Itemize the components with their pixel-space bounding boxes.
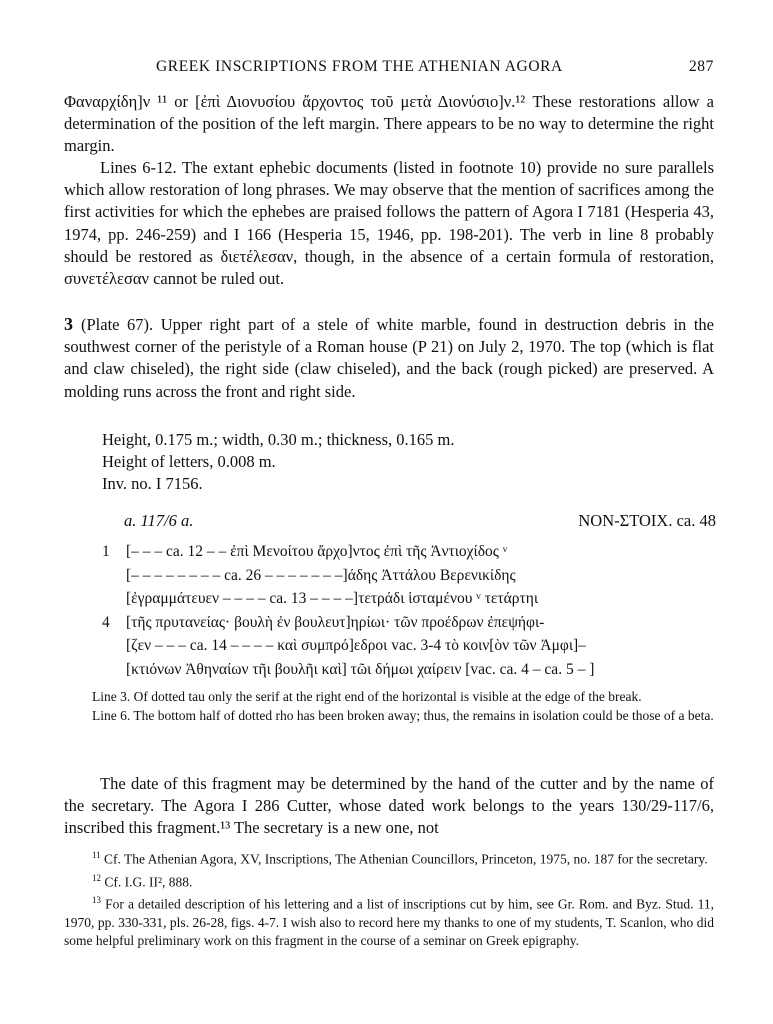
paragraph-4: The date of this fragment may be determined by the hand of the cutter and by the name of the secretary. The Agora I 286 Cutter, whose dated work belongs to the years 130/29-117/6, inscribed this fragment.¹³ The secretary is a new one, not xyxy=(64,774,714,838)
apparatus-note: Line 6. The bottom half of dotted rho has been broken away; thus, the remains in isolation could be those of a beta. xyxy=(92,707,714,723)
running-header xyxy=(64,58,714,80)
date-row xyxy=(124,511,716,533)
footnote-text: Cf. I.G. II², 888. xyxy=(104,874,193,890)
inscription-line xyxy=(102,587,722,611)
line-text: [τῆς πρυτανείας· βουλὴ ἐν βουλευτ]ηρίωι· τῶν προέδρων ἐπεψήφι- xyxy=(126,613,545,631)
apparatus-notes xyxy=(64,688,714,725)
line-text: [κτιόνων Ἀθηναίων τῆι βουλῆι καὶ] τῶι δήμωι χαίρειν [vac. ca. 4 – ca. 5 – ] xyxy=(126,660,595,678)
inscription-line xyxy=(102,634,722,658)
dimensions-block xyxy=(102,429,454,496)
paragraph-2: Lines 6-12. The extant ephebic documents (listed in footnote 10) provide no sure parallels which allow restoration of long phrases. We may observe that the mention of sacrifices among the first activities for which the ephebes are praised follows the pattern of Agora I 7181 (Hesperia 43, 1974, pp. 246-259) and I 166 (Hesperia 15, 1946, pp. 198-201). The verb in line 8 probably should be restored as διετέλεσαν, though, in the absence of a certain formula of restoration, συνετέλεσαν cannot be ruled out. xyxy=(64,158,714,289)
line-number: 1 xyxy=(102,543,110,560)
inventory-line: Inv. no. I 7156. xyxy=(102,474,203,494)
date-label: a. 117/6 a. xyxy=(124,511,194,530)
footnote-text: Cf. The Athenian Agora, XV, Inscriptions, The Athenian Councillors, Princeton, 1975, no. 187 for the secretary. xyxy=(104,851,708,867)
footnote xyxy=(64,891,714,950)
entry-number: 3 xyxy=(64,314,73,334)
footnote-number: 11 xyxy=(92,850,101,860)
running-title: GREEK INSCRIPTIONS FROM THE ATHENIAN AGORA xyxy=(156,58,563,75)
inscription-line xyxy=(102,658,722,682)
line-text: [– – – – – – – – ca. 26 – – – – – – –]άδης Ἀττάλου Βερενικίδης xyxy=(126,566,516,584)
apparatus-note: Line 3. Of dotted tau only the serif at the right end of the horizontal is visible at the edge of the break. xyxy=(92,689,642,704)
footnote-number: 13 xyxy=(92,895,101,906)
footnotes xyxy=(64,846,714,951)
stoichedon-label: NON-ΣΤΟΙΧ. ca. 48 xyxy=(578,511,716,530)
paragraph-1: Φαναρχίδη]ν ¹¹ or [ἐπὶ Διονυσίου ἄρχοντος τοῦ μετὰ Διονύσιο]ν.¹² These restorations allow a determination of the position of the left margin. There appears to be no way to determine the right margin. xyxy=(64,92,714,156)
line-text: [ἐγραμμάτευεν – – – – ca. 13 – – – –]τετράδι ἱσταμένου ᵛ τετάρτηι xyxy=(126,590,539,608)
line-text: [ζεν – – – ca. 14 – – – – καὶ συμπρό]εδροι vac. 3-4 τὸ κοιν[ὸν τῶν Ἀμφι]– xyxy=(126,637,586,655)
line-text: [– – – ca. 12 – – ἐπὶ Μενοίτου ἄρχο]ντος ἐπὶ τῆς Ἀντιοχίδος ᵛ xyxy=(126,543,508,560)
inscription-line xyxy=(102,564,722,588)
letter-height-line: Height of letters, 0.008 m. xyxy=(102,452,276,472)
footnote-text: For a detailed description of his lettering and a list of inscriptions cut by him, see Gr. Rom. and Byz. Stud. 11, 1970, pp. 330-331, pls. 26-28, figs. 4-7. I wish also to record here my thanks to one of my students, T. Scanlon, who did some helpful preliminary work on this fragment in the course of a seminar on Greek epigraphy. xyxy=(64,896,715,949)
inscription-line xyxy=(102,540,722,564)
inscription-line xyxy=(102,611,722,635)
inscription-text xyxy=(102,540,722,682)
page-number: 287 xyxy=(688,58,714,75)
entry-description: (Plate 67). Upper right part of a stele of white marble, found in destruction debris in the southwest corner of the peristyle of a Roman house (P 21) on July 2, 1970. The top (which is flat and claw chiseled), the right side (claw chiseled), and the back (rough picked) are preserved. A molding runs across the front and right side. xyxy=(64,315,714,401)
dimensions-line: Height, 0.175 m.; width, 0.30 m.; thickness, 0.165 m. xyxy=(102,430,455,449)
footnote xyxy=(64,869,714,892)
footnote xyxy=(64,846,714,869)
paragraph-3 xyxy=(64,313,714,403)
footnote-number: 12 xyxy=(92,872,101,883)
line-number: 4 xyxy=(102,613,110,631)
